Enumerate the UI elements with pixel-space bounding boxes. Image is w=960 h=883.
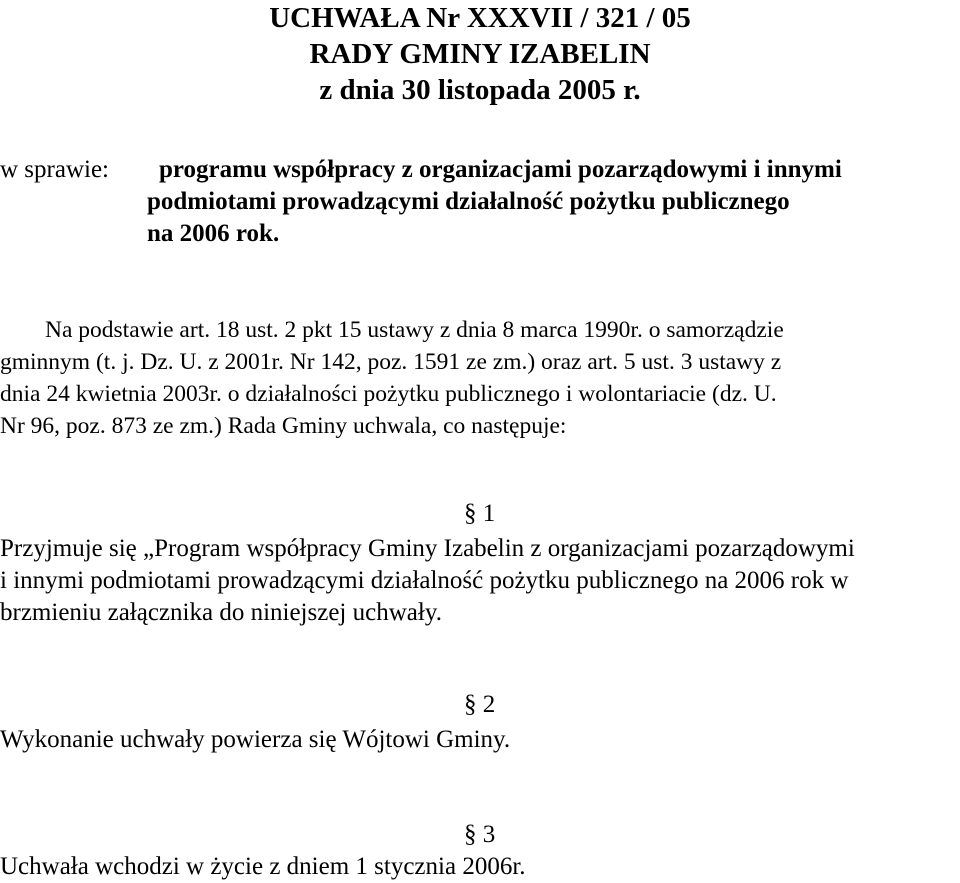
subject-label: w sprawie:	[0, 156, 109, 183]
legal-basis-line: gminnym (t. j. Dz. U. z 2001r. Nr 142, poz. 1591 ze zm.) oraz art. 5 ust. 3 ustawy z	[0, 349, 782, 375]
section-1-line: i innymi podmiotami prowadzącymi działalność pożytku publicznego na 2006 rok w	[0, 567, 849, 594]
section-3-mark: § 3	[464, 821, 496, 848]
section-3-text	[0, 851, 960, 883]
subject-text	[147, 154, 937, 250]
section-1-mark: § 1	[464, 500, 496, 527]
section-1-line: brzmieniu załącznika do niniejszej uchwały.	[0, 599, 442, 626]
subject-line: na 2006 rok.	[147, 220, 280, 247]
resolution-number: UCHWAŁA Nr XXXVII / 321 / 05	[269, 2, 691, 34]
section-2-text	[0, 724, 960, 756]
section-2-line: Wykonanie uchwały powierza się Wójtowi Gminy.	[0, 726, 511, 753]
subject-line: podmiotami prowadzącymi działalność pożytku publicznego	[147, 188, 790, 215]
section-2-mark: § 2	[464, 691, 496, 718]
subject-line: programu współpracy z organizacjami pozarządowymi i innymi	[159, 156, 842, 183]
legal-basis-line: Na podstawie art. 18 ust. 2 pkt 15 ustawy z dnia 8 marca 1990r. o samorządzie	[45, 317, 784, 343]
section-1-line: Przyjmuje się „Program współpracy Gminy Izabelin z organizacjami pozarządowymi	[0, 535, 855, 562]
issuing-body: RADY GMINY IZABELIN	[309, 38, 651, 70]
legal-basis-line: dnia 24 kwietnia 2003r. o działalności pożytku publicznego i wolontariacie (dz. U.	[0, 381, 777, 407]
resolution-date: z dnia 30 listopada 2005 r.	[319, 74, 641, 106]
legal-basis-line: Nr 96, poz. 873 ze zm.) Rada Gminy uchwala, co następuje:	[0, 413, 567, 439]
section-1-text	[0, 533, 960, 629]
legal-basis	[0, 314, 960, 442]
section-3-line: Uchwała wchodzi w życie z dniem 1 stycznia 2006r.	[0, 853, 526, 880]
